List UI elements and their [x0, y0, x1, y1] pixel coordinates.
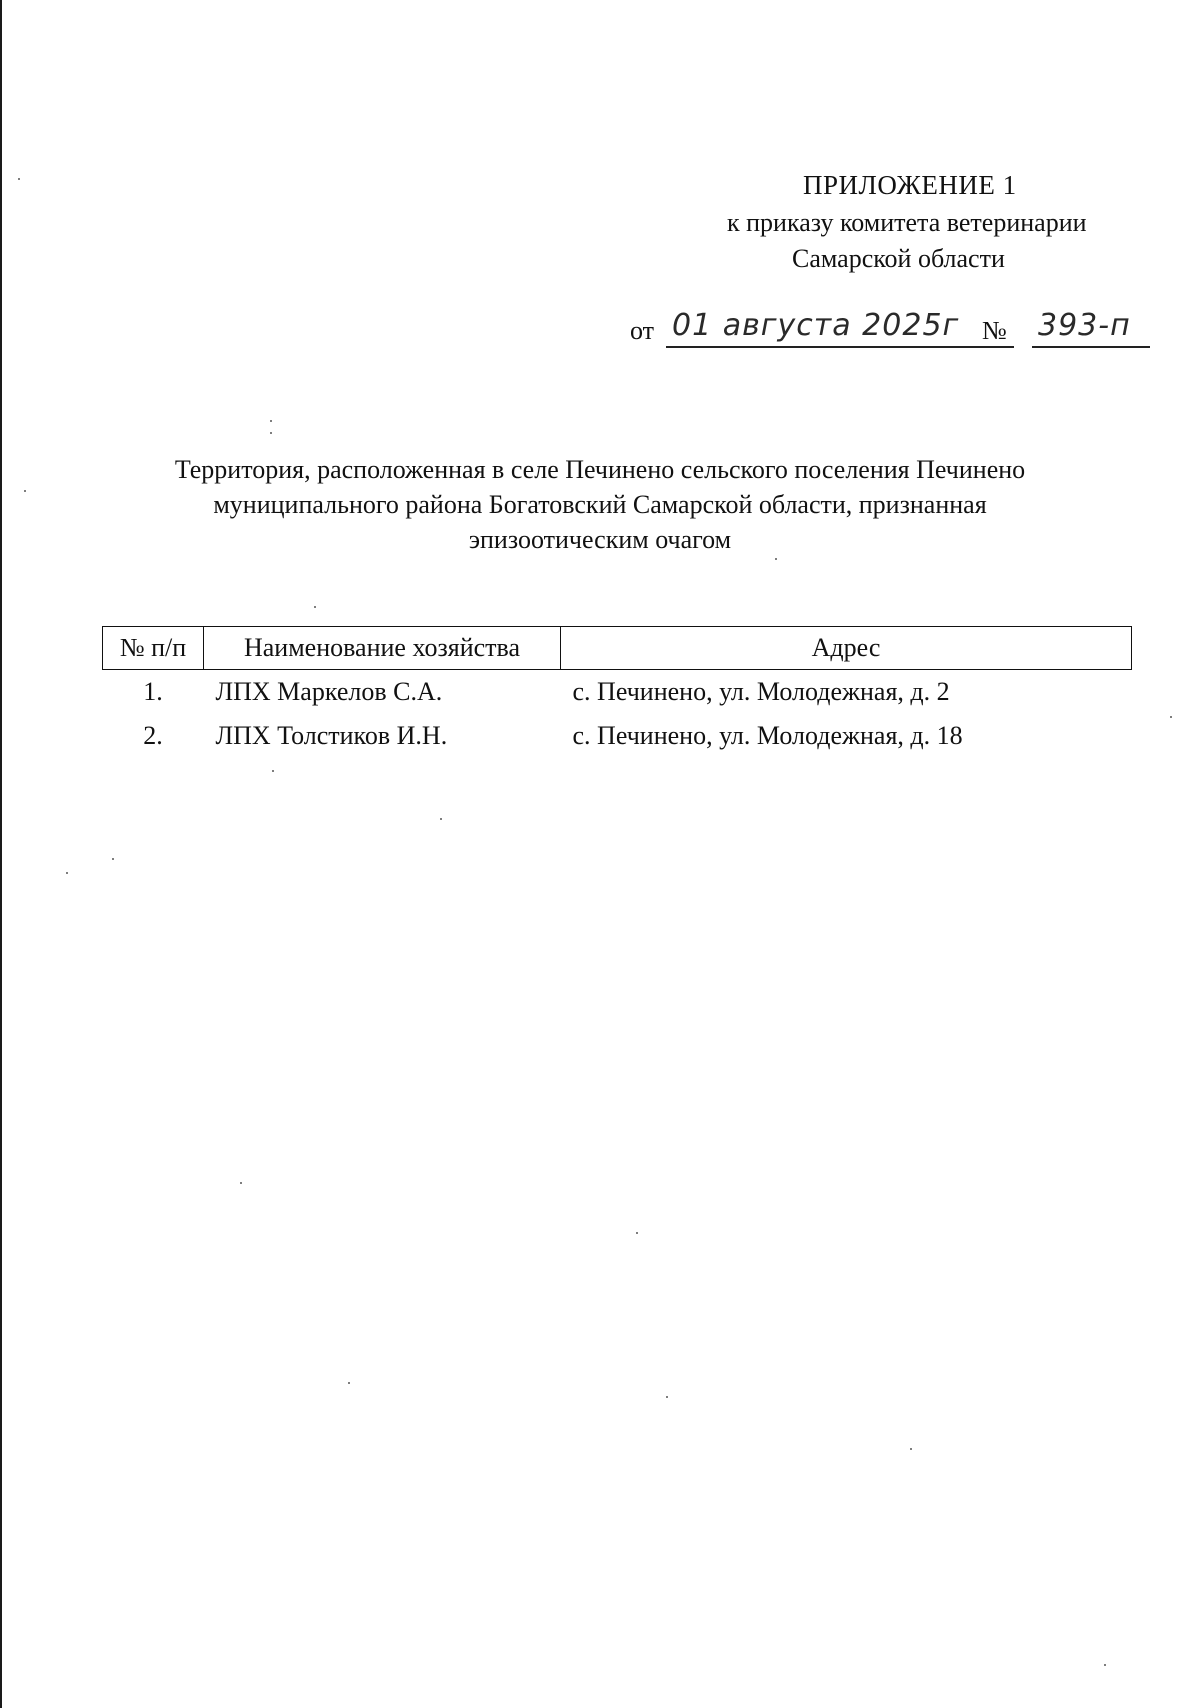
scan-speck: [240, 1182, 242, 1184]
column-header-farm-name: Наименование хозяйства: [204, 627, 561, 670]
scan-speck: [112, 858, 114, 860]
order-from-label: от: [630, 316, 655, 345]
order-reference: [630, 306, 1150, 350]
scan-speck: [24, 490, 26, 492]
annex-subtitle: к приказу комитета ветеринарии: [727, 208, 1087, 237]
table-header-row: [103, 627, 1132, 670]
scan-speck: [636, 1232, 638, 1234]
row-number: 2.: [143, 721, 163, 750]
farm-name: ЛПХ Толстиков И.Н.: [215, 721, 448, 750]
scan-edge: [0, 0, 2, 1708]
scan-speck: [66, 872, 68, 874]
row-number: 1.: [143, 677, 163, 706]
column-header-address: Адрес: [561, 627, 1132, 670]
scan-speck: [1170, 716, 1172, 718]
farm-name: ЛПХ Маркелов С.А.: [215, 677, 443, 706]
scan-speck: [1104, 1664, 1106, 1666]
scan-speck: [270, 432, 272, 434]
farm-address: с. Печинено, ул. Молодежная, д. 2: [572, 677, 950, 706]
scan-speck: [348, 1382, 350, 1384]
annex-region: Самарской области: [792, 244, 1005, 273]
order-number-sign: №: [982, 316, 1007, 345]
table-row: [103, 714, 1132, 758]
order-date-underline: [666, 346, 1014, 348]
farms-table: [102, 626, 1132, 758]
farm-address: с. Печинено, ул. Молодежная, д. 18: [572, 721, 963, 750]
table-row: [103, 670, 1132, 715]
column-header-number: № п/п: [103, 627, 204, 670]
order-number-underline: [1032, 346, 1150, 348]
order-date-handwritten: 01 августа 2025г: [672, 308, 960, 343]
scan-speck: [18, 178, 20, 180]
scan-speck: [272, 770, 274, 772]
scan-speck: [314, 606, 316, 608]
scan-speck: [666, 1396, 668, 1398]
scan-speck: [910, 1448, 912, 1450]
scan-speck: [440, 818, 442, 820]
scan-speck: [775, 558, 777, 560]
order-number-handwritten: 393-п: [1038, 308, 1131, 343]
annex-title: ПРИЛОЖЕНИЕ 1: [803, 170, 1017, 200]
scan-speck: [270, 420, 272, 422]
document-title: Территория, расположенная в селе Печинено сельского поселения Печинено муниципального района Богатовский Самарской области, признанная эпизоотическим очагом: [174, 455, 1026, 554]
